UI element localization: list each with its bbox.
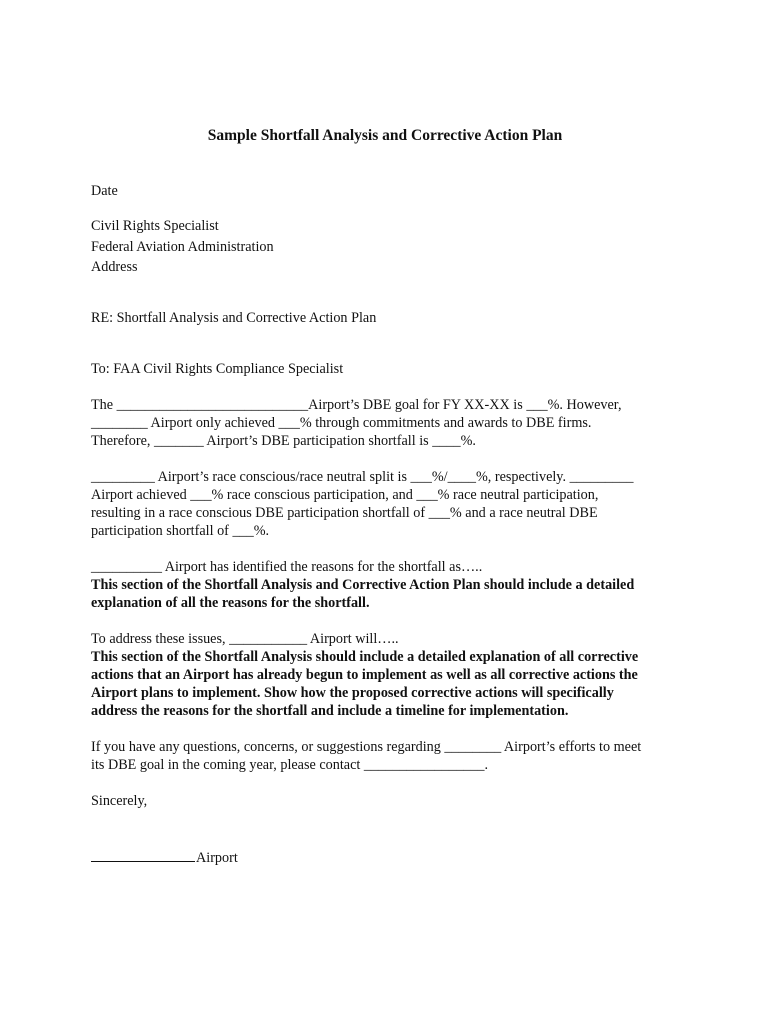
paragraph-reasons-line-1: __________ Airport has identified the reasons for the shortfall as….. bbox=[91, 558, 483, 575]
paragraph-contact-line-1: If you have any questions, concerns, or suggestions regarding ________ Airport’s efforts to meet bbox=[91, 738, 642, 755]
recipient-block bbox=[91, 216, 691, 278]
paragraph-reasons-instruction-2: explanation of all the reasons for the shortfall. bbox=[91, 594, 370, 611]
to-line: To: FAA Civil Rights Compliance Specialist bbox=[91, 360, 344, 377]
signature-line bbox=[91, 847, 195, 862]
document-title: Sample Shortfall Analysis and Corrective Action Plan bbox=[207, 127, 563, 144]
paragraph-goal-line-2: ________ Airport only achieved ___% through commitments and awards to DBE firms. bbox=[91, 414, 592, 431]
recipient-line-2: Federal Aviation Administration bbox=[91, 238, 274, 255]
paragraph-reasons bbox=[91, 558, 691, 612]
paragraph-reasons-instruction-1: This section of the Shortfall Analysis and Corrective Action Plan should include a detailed bbox=[91, 576, 635, 593]
paragraph-actions-instruction-1: This section of the Shortfall Analysis should include a detailed explanation of all corrective bbox=[91, 648, 639, 665]
paragraph-contact-line-2: its DBE goal in the coming year, please contact _________________. bbox=[91, 756, 488, 773]
date-line: Date bbox=[91, 183, 118, 199]
paragraph-split bbox=[91, 468, 691, 540]
document-body bbox=[91, 182, 691, 867]
closing: Sincerely, bbox=[91, 792, 148, 809]
paragraph-split-line-2: Airport achieved ___% race conscious participation, and ___% race neutral participation, bbox=[91, 486, 599, 503]
paragraph-goal bbox=[91, 396, 691, 450]
paragraph-split-line-4: participation shortfall of ___%. bbox=[91, 522, 270, 539]
recipient-line-3: Address bbox=[91, 259, 138, 275]
paragraph-contact bbox=[91, 738, 691, 774]
paragraph-goal-line-3: Therefore, _______ Airport’s DBE participation shortfall is ____%. bbox=[91, 432, 476, 449]
signature-block bbox=[91, 847, 691, 867]
recipient-line-1: Civil Rights Specialist bbox=[91, 218, 219, 234]
re-line: RE: Shortfall Analysis and Corrective Action Plan bbox=[91, 309, 377, 326]
signature-label: Airport bbox=[196, 849, 238, 866]
paragraph-split-line-3: resulting in a race conscious DBE participation shortfall of ___% and a race neutral DBE bbox=[91, 504, 598, 521]
paragraph-actions-instruction-4: address the reasons for the shortfall and include a timeline for implementation. bbox=[91, 702, 569, 719]
paragraph-split-line-1: _________ Airport’s race conscious/race neutral split is ___%/____%, respectively. _________ bbox=[91, 468, 634, 485]
paragraph-goal-line-1: The ___________________________Airport’s DBE goal for FY XX-XX is ___%. However, bbox=[91, 396, 622, 413]
paragraph-actions-instruction-2: actions that an Airport has already begun to implement as well as all corrective actions the bbox=[91, 666, 638, 683]
paragraph-actions bbox=[91, 630, 691, 720]
paragraph-actions-instruction-3: Airport plans to implement. Show how the proposed corrective actions will specifically bbox=[91, 684, 614, 701]
paragraph-actions-line-1: To address these issues, ___________ Airport will….. bbox=[91, 630, 399, 647]
